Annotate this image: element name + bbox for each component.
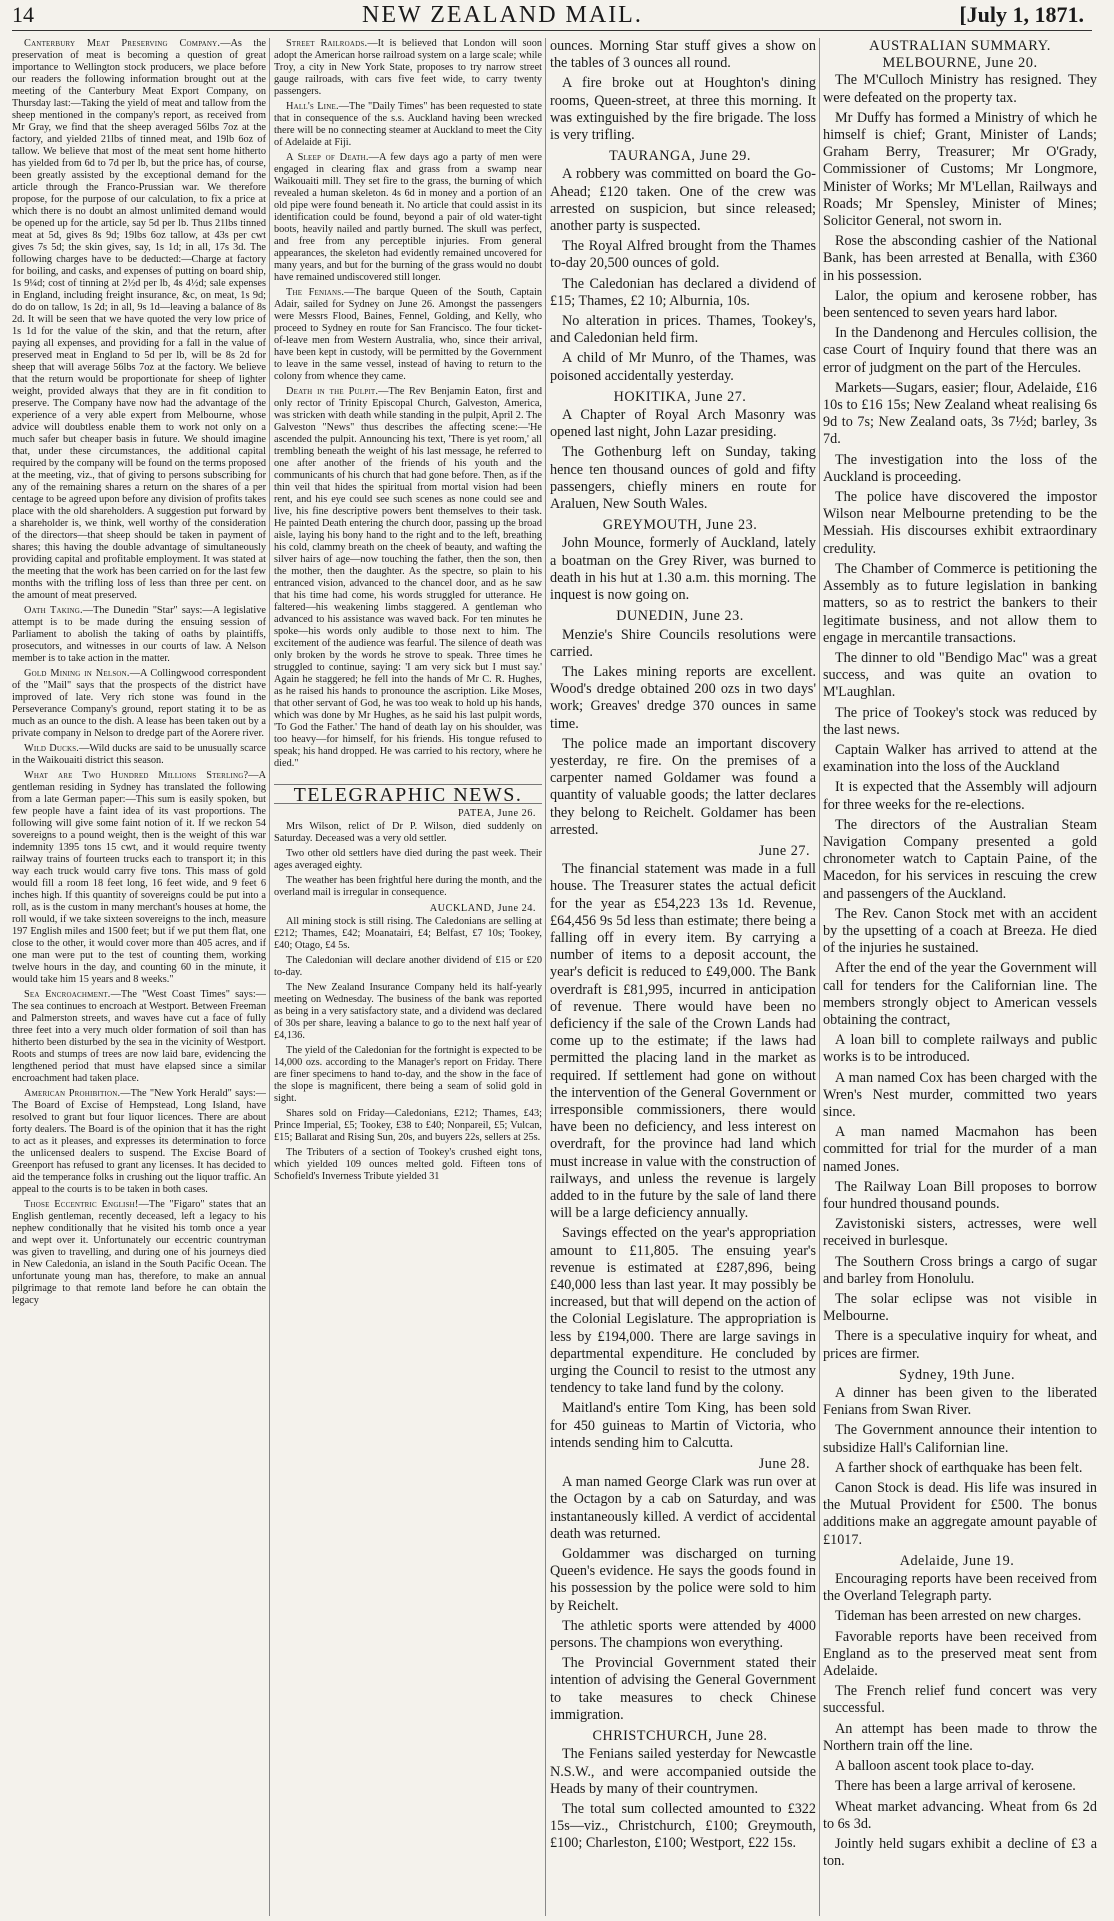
dateline: Sydney, 19th June. — [898, 1366, 1016, 1383]
article-body: The weather has been frightful here during the month, and the overland mail is irregular in consequence. — [274, 875, 542, 898]
article-body: Lalor, the opium and kerosene robber, has been sentenced to seven years hard labor. — [823, 287, 1097, 322]
dateline: June 28. — [758, 1456, 810, 1473]
article-paragraph — [550, 166, 816, 235]
article-body: A Chapter of Royal Arch Masonry was opened last night, John Lazar presiding. — [550, 407, 816, 441]
article-paragraph — [550, 75, 816, 144]
article-paragraph — [550, 627, 816, 661]
article-body: —A Collingwood correspondent of the "Mail" says that the prospects of the district have improved of late. Very rich stone was found in the Perseverance Company's ground, report stating it to be as much as an ounce to the dish. A lease has been taken out by a private company in Nelson to dredge part of the Aorere river. — [12, 668, 266, 739]
article-paragraph — [823, 1799, 1097, 1833]
article-paragraph — [274, 1045, 542, 1105]
dateline: GREYMOUTH, June 23. — [602, 517, 758, 534]
article-body: Mrs Wilson, relict of Dr P. Wilson, died suddenly on Saturday. Deceased was a very old settler. — [274, 821, 542, 844]
article-body: Markets—Sugars, easier; flour, Adelaide, £16 10s to £16 15s; New Zealand wheat realising 6s 9d to 7s; New Zealand oats, 3s 7½d; barley, 3s 7d. — [823, 379, 1097, 448]
article-paragraph — [274, 101, 542, 149]
article-body: In the Dandenong and Hercules collision, the case Court of Inquiry found that there was an error of judgment on the part of the Hercules. — [823, 325, 1097, 376]
section-heading: AUSTRALIAN SUMMARY. — [869, 38, 1051, 54]
article-body: —A gentleman residing in Sydney has translated the following from a late German paper:—This sum is easily spoken, but few people have a faint idea of its vast proportions. The following will give some faint notion of it. If we reckon 54 sovereigns to a pound weight, then is the weight of this war indemnity 1395 tons 15 cwt, and it would require twenty railway trains of fourteen trucks each to transport it; in this way each truck would carry five tons. This mass of gold would fill a room 18 feet long, 16 feet wide, and 9 feet 6 inches high. If this quantity of sovereigns could be put into a roll, as is the custom in many merchant's houses at home, the roll would, if we take sixteen sovereigns to the inch, measure 197 English miles and 1500 feet; but if we put them flat, one close to the other, it would cover more than 405 acres, and if one man were put to the test of counting them, working twelve hours in the day, and counting 60 in the minute, it would take him 15 years and 8 weeks." — [12, 770, 266, 985]
article-paragraph — [823, 1721, 1097, 1755]
article-heading: A Sleep of Death. — [286, 152, 369, 163]
article-body: It is expected that the Assembly will adjourn for three weeks for the re-elections. — [823, 779, 1097, 813]
article-body: Encouraging reports have been received from the Overland Telegraph party. — [823, 1571, 1097, 1605]
article-paragraph — [550, 444, 816, 513]
dateline: TAURANGA, June 29. — [609, 148, 751, 165]
article-paragraph — [823, 1328, 1097, 1362]
article-body: Canon Stock is dead. His life was insured in the Mutual Provident for £500. The bonus additions make an aggregate amount payable of £1017. — [823, 1480, 1097, 1548]
article-paragraph — [274, 848, 542, 872]
article-body: —It is believed that London will soon adopt the American horse railroad system on a large scale; while Troy, a city in New York State, proposes to try narrow street gauge railroads, with cars five feet wide, to carry twenty passengers. — [274, 38, 542, 97]
article-body: —The "Figaro" states that an English gentleman, recently deceased, left a legacy to his nephew conditionally that he visited his tomb once a year and wept over it. Unfortunately our eccentric countryman was given to travelling, and during one of his journeys died in New Caledonia, an island in the South Pacific Ocean. The unfortunate young man has, therefore, to make an annual pilgrimage to that remote land before he can obtain the legacy — [12, 1199, 266, 1306]
article-paragraph — [823, 817, 1097, 903]
column-1 — [12, 38, 266, 1916]
article-body: The Southern Cross brings a cargo of sugar and barley from Honolulu. — [823, 1253, 1097, 1287]
article-paragraph — [550, 407, 816, 441]
column-4 — [823, 38, 1097, 1916]
article-paragraph — [274, 152, 542, 284]
article-paragraph — [823, 906, 1097, 958]
article-body: Rose the absconding cashier of the National Bank, has been arrested at Benalla, with £360 in his possession. — [823, 233, 1097, 284]
article-body: —A few days ago a party of men were engaged in clearing flax and grass from a swamp near Waikouaiti mill. They set fire to the grass, the burning of which revealed a human skeleton. 4s 6d in money and a portion of an old pipe were found beneath it. No article that could assist in its identification could be found, beyond a pair of old water-tight boots, heavily nailed and partly burned. The skull was perfect, and free from any perceptible injuries. From general appearances, the skeleton had evidently remained uncovered for many years, and but for the burning of the grass would no doubt have remained undiscovered still longer. — [274, 152, 542, 283]
article-paragraph — [823, 1778, 1097, 1795]
article-body: A man named Cox has been charged with the Wren's Nest murder, committed two years since. — [823, 1069, 1097, 1120]
article-paragraph — [823, 1836, 1097, 1870]
article-paragraph — [823, 960, 1097, 1029]
article-heading: The Fenians. — [286, 287, 345, 298]
article-body: —The barque Queen of the South, Captain Adair, sailed for Sydney on June 26. Amongst the passengers were Messrs Flood, Baines, Fennel, Golding, and Kelly, who proceed to Sydney en route for San Francisco. The four ticket-of-leave men from Western Australia, who, since their arrival, have been kept in custody, will be permitted by the Government to leave in the same vessel, instead of having to return to the colony from whence they came. — [274, 287, 542, 382]
article-paragraph — [823, 1460, 1097, 1477]
article-paragraph — [274, 1147, 542, 1183]
article-paragraph — [823, 233, 1097, 285]
article-body: —As the preservation of meat is becoming a question of great importance to Wellington stock producers, we place before our readers the following information brought out at the meeting of the Canterbury Meat Export Company, on Thursday last:—Taking the yield of meat and tallow from the sheep mentioned in the company's report, as received from Mr Gray, we find that the sheep averaged 56lbs 7oz at the factory, and yielded 21lbs of tinned meat, and 19lb 6oz of tallow. We believe that most of the meat sent home hitherto has yielded from 6d to 7d per lb, but the price has, of course, been greatly assisted by the exceptional demand for the article through the Franco-Prussian war. We therefore propose, for the purpose of our calculation, to fix a price at which there is no doubt an almost unlimited demand would be opened up for the article, say 5d per lb. Thus 21lbs tinned meat at 5d, gives 8s 9d; 19lbs 6oz tallow, at 43s per cwt gives 7s 5d; the skin gives, say, 1s 1d; in all, 17s 3d. The following charges have to be deducted:—Charge at factory for boiling, and casks, and expenses of putting on board ship, 1s 9¼d; cost of tinning at 2½d per lb, 4s 4½d; sale expenses in England, including freight insurance, &c, on meat, 1s 9d; do do on tallow, 1s 2d; in all, 9s 1d—leaving a balance of 8s 2d. It will be seen that we have quoted the very low price of 1s 1d for the value of the skin, and that the return, after paying all expenses, and providing for a fall in the value of preserved meat in England to 5d per lb, will be 8s 2d for sheep that will average 56lbs 7oz at the factory. We believe that the return would be proportionate for sheep of lighter weight, provided always that they are in fit condition to preserve. The Company have now had the advantage of the experience of a very able expert from Melbourne, whose advice will doubtless enable them to work not only on a much safer but cheaper basis in future. We should imagine that, under these circumstances, the additional capital required by the company will be found on the terms proposed at the meeting, viz., that of giving to persons subscribing for any of the remaining shares a return on the shares of a per centage to be agreed upon before any division of profits takes place with the old shareholders. A suggestion put forward by a shareholder is, we think, well worthy of the consideration of the directors—that sheep should be taken in payment of shares; this having the double advantage of simultaneously providing capital and profitable employment. It was stated at the meeting that the work has been carried on for the last few months with the trifling loss of less than three per cent. on the amount of meat preserved. — [12, 38, 266, 601]
article-body: The Fenians sailed yesterday for Newcastle N.S.W., and were accompanied outside the Heads by many of their countrymen. — [550, 1746, 816, 1797]
article-body: The dinner to old "Bendigo Mac" was a great success, and was quite an ovation to M'Laughlan. — [823, 649, 1097, 701]
article-body: The Rev. Canon Stock met with an accident by the upsetting of a coach at Breeza. He died of the injuries he sustained. — [823, 905, 1097, 957]
article-heading: Hall's Line. — [286, 101, 339, 112]
article-paragraph — [823, 1032, 1097, 1066]
article-body: The French relief fund concert was very successful. — [823, 1683, 1097, 1717]
article-body: The financial statement was made in a full house. The Treasurer states the actual deficit for the year as £54,223 13s 1d. Revenue, £64,456 9s 5d less than estimate; there being a falling off in every item. By carrying a number of items to a deposit account, the year's deficit is reduced to £49,000. The Bank overdraft is £81,995, incurred in anticipation of revenue. There would have been no deficiency if the sale of the Crown Lands had come up to the estimate; if the laws had permitted the placing land in the market as required. If settlement had gone on without the intervention of the General Government or irresponsible commissioners, there would have been no deficiency, and less interest on overdraft, for the province had land which must increase in value with the construction of railways, and unless the revenue is largely added to in the future by the sale of land there will be a large deficiency annually. — [550, 861, 816, 1222]
article-body: Jointly held sugars exhibit a decline of £3 a ton. — [823, 1835, 1097, 1870]
article-body: —Wild ducks are said to be unusually scarce in the Waikouaiti district this season. — [12, 743, 266, 766]
article-body: —The "West Coast Times" says:—The sea continues to encroach at Westport. Between Freeman and Palmerston streets, and waves have cut a face of fully three feet into a very much older formation of soil than has hitherto been disturbed by the sea in the vicinity of Westport. Roots and stumps of trees are now laid bare, evidencing the lengthened period that must have elapsed since a similar encroachment had taken place. — [12, 989, 266, 1084]
page-number: 14 — [12, 2, 34, 27]
article-body: A man named Macmahon has been committed for trial for the murder of a man named Jones. — [823, 1124, 1097, 1175]
article-paragraph — [274, 386, 542, 770]
article-paragraph — [550, 38, 816, 72]
column-divider — [545, 38, 546, 1916]
article-paragraph — [823, 110, 1097, 230]
article-paragraph — [823, 1480, 1097, 1549]
article-heading: Sea Encroachment. — [24, 989, 111, 1000]
article-paragraph — [550, 350, 816, 384]
article-body: A child of Mr Munro, of the Thames, was poisoned accidentally yesterday. — [550, 350, 816, 384]
article-body: —The Rev Benjamin Eaton, first and only rector of Trinity Episcopal Church, Galveston, America, was stricken with death while standing in the pulpit, April 2. The Galveston "News" thus describes the affecting scene:—'He ascended the pulpit. Announcing his text, 'There is yet room,' all trembling beneath the weight of his last message, he referred to one after another of the friends of his youth and the communicants of his church that had gone before. Then, as if the thin veil that hides the spiritual from mortal vision had been rent, and his eye could see such scenes as none could see and live, his fine descriptive powers bent themselves to their task. He painted Death entering the church door, passing up the broad aisle, laying his bony hand to the right and to the left, breathing his cold, clammy breath on the cheek of beauty, and wafting the silver hairs of age—now touching the father, then the son, then the mother, then the daughter. As the spectre, so plain to his entranced vision, advanced to the chancel door, and as he saw that his time had come, his words struggled for utterance. He faltered—his weakening limbs staggered. A gentleman who advanced to his assistance was waved back. For ten minutes he spoke—his words only audible to those next to him. The excitement of the audience was fearful. The silence of death was only broken by the words he strove to speak. Three times he struggled to continue, saying: 'I am very sick but I must say.' Again he staggered; he fell into the hands of Mr C. R. Hughes, as he raised his hands to pronounce the ascription. Like Moses, that other servant of God, he was too weak to hold up his hands, which was done by Mr Hughes, as he said his last pulpit words, 'To God the Father.' The hand of death lay on his shoulder, was too heavy—for himself, for his friends. His tongue refused to speak; his hand dropped. He was carried to his rectory, where he died." — [274, 386, 542, 769]
article-body: Favorable reports have been received from England as to the preserved meat sent from Adelaide. — [823, 1628, 1097, 1680]
article-body: The Government announce their intention to subsidize Hall's Californian line. — [823, 1422, 1097, 1456]
article-paragraph — [823, 1385, 1097, 1419]
article-body: The directors of the Australian Steam Navigation Company presented a gold chronometer watch to Captain Paine, of the Macedon, for his services in rescuing the crew and passengers of the Auckland. — [823, 816, 1097, 902]
article-body: ounces. Morning Star stuff gives a show on the tables of 3 ounces all round. — [550, 38, 816, 72]
article-paragraph — [823, 1758, 1097, 1775]
article-heading: Death in the Pulpit. — [286, 386, 379, 397]
article-paragraph — [550, 1225, 816, 1397]
article-body: The police have discovered the impostor Wilson near Melbourne pretending to be the Messiah. His discourses exhibit extraordinary credulity. — [823, 489, 1097, 557]
article-paragraph — [550, 313, 816, 347]
article-paragraph — [823, 1124, 1097, 1176]
article-body: The Lakes mining reports are excellent. Wood's dredge obtained 200 ozs in two days' work; Greaves' dredge 370 ounces in same time. — [550, 663, 816, 732]
article-body: The Royal Alfred brought from the Thames to-day 20,500 ounces of gold. — [550, 238, 816, 272]
article-paragraph — [550, 276, 816, 310]
article-body: Tideman has been arrested on new charges. — [835, 1608, 1082, 1625]
article-paragraph — [550, 535, 816, 604]
article-paragraph — [823, 1179, 1097, 1213]
article-paragraph — [550, 1746, 816, 1798]
dateline: Adelaide, June 19. — [899, 1552, 1015, 1569]
article-body: The price of Tookey's stock was reduced by the last news. — [823, 704, 1097, 738]
article-paragraph — [823, 1254, 1097, 1288]
article-body: The police made an important discovery yesterday, re fire. On the premises of a carpenter named Goldamer was found a quantity of valuable goods; the latter declares they belong to Reichelt. Goldamer has been arrested. — [550, 735, 816, 838]
article-paragraph — [12, 989, 266, 1085]
column-3 — [550, 38, 816, 1916]
article-body: The solar eclipse was not visible in Melbourne. — [823, 1291, 1097, 1325]
article-body: The yield of the Caledonian for the fortnight is expected to be 14,000 ozs. according to the Manager's report on Friday. There are finer specimens to hand to-day, and the show in the face of the slope is magnificent, there being a seam of solid gold in sight. — [274, 1045, 542, 1104]
article-paragraph — [274, 287, 542, 383]
article-body: A fire broke out at Houghton's dining rooms, Queen-street, at three this morning. It was extinguished by the fire brigade. The loss is very trifling. — [550, 75, 816, 144]
article-paragraph — [823, 325, 1097, 377]
article-body: A balloon ascent took place to-day. — [835, 1758, 1035, 1775]
article-paragraph — [12, 1088, 266, 1196]
article-body: The Gothenburg left on Sunday, taking hence ten thousand ounces of gold and fifty passengers, chiefly miners en route for Araluen, New South Wales. — [550, 444, 816, 513]
article-paragraph — [550, 238, 816, 272]
column-2 — [274, 38, 542, 1916]
article-paragraph — [823, 72, 1097, 106]
article-body: The Chamber of Commerce is petitioning the Assembly as to future legislation in banking matters, so as to restrict the bankers to their legitimate business, and not allow them to engage in mercantile transactions. — [823, 560, 1097, 646]
article-paragraph — [823, 1683, 1097, 1717]
article-paragraph — [550, 1400, 816, 1452]
article-paragraph — [823, 380, 1097, 449]
article-paragraph — [823, 452, 1097, 486]
article-paragraph — [823, 1291, 1097, 1325]
article-body: The Railway Loan Bill proposes to borrow four hundred thousand pounds. — [823, 1178, 1097, 1212]
article-body: A farther shock of earthquake has been felt. — [835, 1459, 1083, 1476]
article-body: The Caledonian has declared a dividend of £15; Thames, £2 10; Alburnia, 10s. — [550, 275, 816, 309]
article-body: Goldammer was discharged on turning Queen's evidence. He says the goods found in his possession by the police were sold to him by Reichelt. — [550, 1546, 816, 1614]
dateline: CHRISTCHURCH, June 28. — [592, 1728, 768, 1745]
article-body: Menzie's Shire Councils resolutions were carried. — [550, 626, 816, 660]
article-heading: Canterbury Meat Preserving Company. — [24, 38, 221, 49]
dateline: June 27. — [758, 842, 810, 859]
article-paragraph — [550, 1801, 816, 1853]
article-body: A robbery was committed on board the Go-Ahead; £120 taken. One of the crew was arrested on suspicion, but since released; another party is suspected. — [550, 166, 816, 235]
article-paragraph — [823, 650, 1097, 702]
article-paragraph — [274, 1108, 542, 1144]
article-paragraph — [550, 1474, 816, 1543]
article-heading: Those Eccentric English! — [24, 1199, 139, 1210]
dateline: DUNEDIN, June 23. — [616, 608, 744, 625]
article-body: All mining stock is still rising. The Caledonians are selling at £212; Thames, £42; Moanatairi, £4; Belfast, £7 10s; Tookey, £40; Otago, £4 5s. — [274, 916, 542, 951]
dateline: PATEA, June 26. — [457, 808, 536, 819]
article-body: John Mounce, formerly of Auckland, lately a boatman on the Grey River, was burned to death in his hut at 1.30 a.m. this morning. The inquest is now going on. — [550, 535, 816, 604]
article-paragraph — [823, 1070, 1097, 1122]
article-body: A man named George Clark was run over at the Octagon by a cab on Saturday, and was instantaneously killed. A verdict of accidental death was returned. — [550, 1474, 816, 1542]
article-body: —The Dunedin "Star" says:—A legislative attempt is to be made during the ensuing session of Parliament to abolish the taking of oaths by plaintiffs, prosecutors, and witnesses in our courts of law. A Nelson member is to take action in the matter. — [12, 605, 266, 664]
article-body: The investigation into the loss of the Auckland is proceeding. — [823, 451, 1097, 485]
masthead — [0, 0, 1114, 30]
article-body: The Tributers of a section of Tookey's crushed eight tons, which yielded 109 ounces melted gold. Fifteen tons of Schofield's Inverness Tribute yielded 31 — [274, 1147, 542, 1182]
article-paragraph — [12, 1199, 266, 1307]
column-divider — [819, 38, 820, 1916]
article-body: Wheat market advancing. Wheat from 6s 2d to 6s 3d. — [823, 1798, 1097, 1832]
article-body: Zavistoniski sisters, actresses, were well received in burlesque. — [823, 1216, 1097, 1250]
column-divider — [269, 38, 270, 1916]
article-heading: Wild Ducks. — [24, 743, 80, 754]
article-paragraph — [12, 38, 266, 602]
article-body: The M'Culloch Ministry has resigned. They were defeated on the property tax. — [823, 72, 1097, 106]
dateline: HOKITIKA, June 27. — [613, 388, 747, 405]
article-body: After the end of the year the Government will call for tenders for the Californian line. The members strongly object to American vessels obtaining the contract, — [823, 960, 1097, 1028]
article-paragraph — [12, 668, 266, 740]
article-body: Mr Duffy has formed a Ministry of which he himself is chief; Grant, Minister of Lands; Graham Berry, Treasurer; Mr O'Grady, Commissioner of Customs; Mr Longmore, Minister of Works; Mr M'Lellan, Railways and Roads; Mr Spensley, Minister of Mines; Solicitor General, not sworn in. — [823, 109, 1097, 230]
article-paragraph — [550, 1546, 816, 1615]
article-heading: Street Railroads. — [286, 38, 368, 49]
issue-date: [July 1, 1871. — [959, 2, 1084, 27]
section-heading: MELBOURNE, June 20. — [882, 55, 1038, 72]
article-paragraph — [274, 38, 542, 98]
article-paragraph — [823, 1608, 1097, 1625]
article-paragraph — [12, 605, 266, 665]
article-body: Savings effected on the year's appropriation amount to £11,805. The ensuing year's revenue is estimated at £287,896, being £40,000 less than last year. It may possibly be increased, but that will depend on the action of the Colonial Legislature. The appropriation is less by £194,000. There are large savings in departmental expenditure. He concluded by urging the Council to resist to the utmost any tendency to take land fund by the colony. — [550, 1225, 816, 1397]
article-paragraph — [274, 916, 542, 952]
article-body: No alteration in prices. Thames, Tookey's, and Caledonian held firm. — [550, 313, 816, 347]
article-paragraph — [823, 705, 1097, 739]
article-paragraph — [823, 288, 1097, 322]
article-body: A dinner has been given to the liberated Fenians from Swan River. — [823, 1385, 1097, 1419]
article-body: Maitland's entire Tom King, has been sold for 450 guineas to Martin of Victoria, who intends sending him to Calcutta. — [550, 1400, 816, 1451]
article-paragraph — [550, 664, 816, 733]
article-paragraph — [550, 1655, 816, 1724]
article-paragraph — [823, 561, 1097, 647]
article-body: The Caledonian will declare another dividend of £15 or £20 to-day. — [274, 955, 542, 978]
article-body: The Provincial Government stated their intention of advising the General Government to take measures to check Chinese immigration. — [550, 1655, 816, 1723]
article-body: Captain Walker has arrived to attend at the examination into the loss of the Auckland — [823, 741, 1097, 776]
article-paragraph — [823, 1629, 1097, 1681]
article-paragraph — [823, 742, 1097, 776]
article-heading: Gold Mining in Nelson. — [24, 668, 130, 679]
section-heading-telegraphic: TELEGRAPHIC NEWS. — [274, 784, 542, 804]
article-paragraph — [274, 875, 542, 899]
article-heading: What are Two Hundred Millions Sterling? — [24, 770, 249, 781]
article-body: The total sum collected amounted to £322 15s—viz., Christchurch, £100; Greymouth, £100; Charleston, £100; Westport, £22 15s. — [550, 1800, 816, 1852]
article-paragraph — [12, 770, 266, 986]
article-heading: American Prohibition. — [24, 1088, 121, 1099]
article-paragraph — [550, 736, 816, 839]
article-body: Shares sold on Friday—Caledonians, £212; Thames, £43; Prince Imperial, £5; Tookey, £38 to £40; Nonpareil, £5; Vulcan, £15; Ballarat and Rising Sun, 20s, and buyers 22s, sellers at 25s. — [274, 1108, 542, 1143]
article-paragraph — [274, 821, 542, 845]
article-paragraph — [823, 489, 1097, 558]
article-paragraph — [12, 743, 266, 767]
article-body: A loan bill to complete railways and public works is to be introduced. — [823, 1032, 1097, 1066]
newspaper-title: NEW ZEALAND MAIL. — [362, 2, 643, 28]
article-body: —The "Daily Times" has been requested to state that in consequence of the s.s. Auckland having been wrecked there will be no connecting steamer at Auckland to meet the City of Adelaide at Fiji. — [274, 101, 542, 148]
article-heading: Oath Taking. — [24, 605, 83, 616]
article-body: There is a speculative inquiry for wheat, and prices are firmer. — [823, 1328, 1097, 1362]
article-paragraph — [274, 955, 542, 979]
article-paragraph — [823, 1422, 1097, 1456]
article-body: The athletic sports were attended by 4000 persons. The champions won everything. — [550, 1617, 816, 1652]
article-body: The New Zealand Insurance Company held its half-yearly meeting on Wednesday. The business of the bank was reported as being in a very satisfactory state, and a dividend was declared of 30s per share, leaving a balance to go to the next half year of £4,136. — [274, 982, 542, 1041]
article-body: Two other old settlers have died during the past week. Their ages averaged eighty. — [274, 848, 542, 871]
article-body: An attempt has been made to throw the Northern train off the line. — [823, 1720, 1097, 1754]
article-paragraph — [550, 861, 816, 1222]
dateline: AUCKLAND, June 24. — [429, 903, 536, 914]
article-paragraph — [274, 982, 542, 1042]
article-paragraph — [823, 1571, 1097, 1605]
article-body: There has been a large arrival of kerosene. — [835, 1778, 1076, 1795]
article-paragraph — [550, 1618, 816, 1652]
article-paragraph — [823, 779, 1097, 813]
article-paragraph — [823, 1216, 1097, 1250]
masthead-rule — [12, 30, 1092, 31]
article-body: —The "New York Herald" says:—The Board of Excise of Hempstead, Long Island, have resolved to grant but four liquor licences. There are about forty dealers. The Board is of the opinion that it has the right to act as it pleases, and expresses its determination to force the unlicensed dealers to suspend. The Excise Board of Greenport has refused to grant any licenses. It has decided to aid the temperance folks in crushing out the liquor traffic. An appeal to the courts is to be taken in both cases. — [12, 1088, 266, 1195]
